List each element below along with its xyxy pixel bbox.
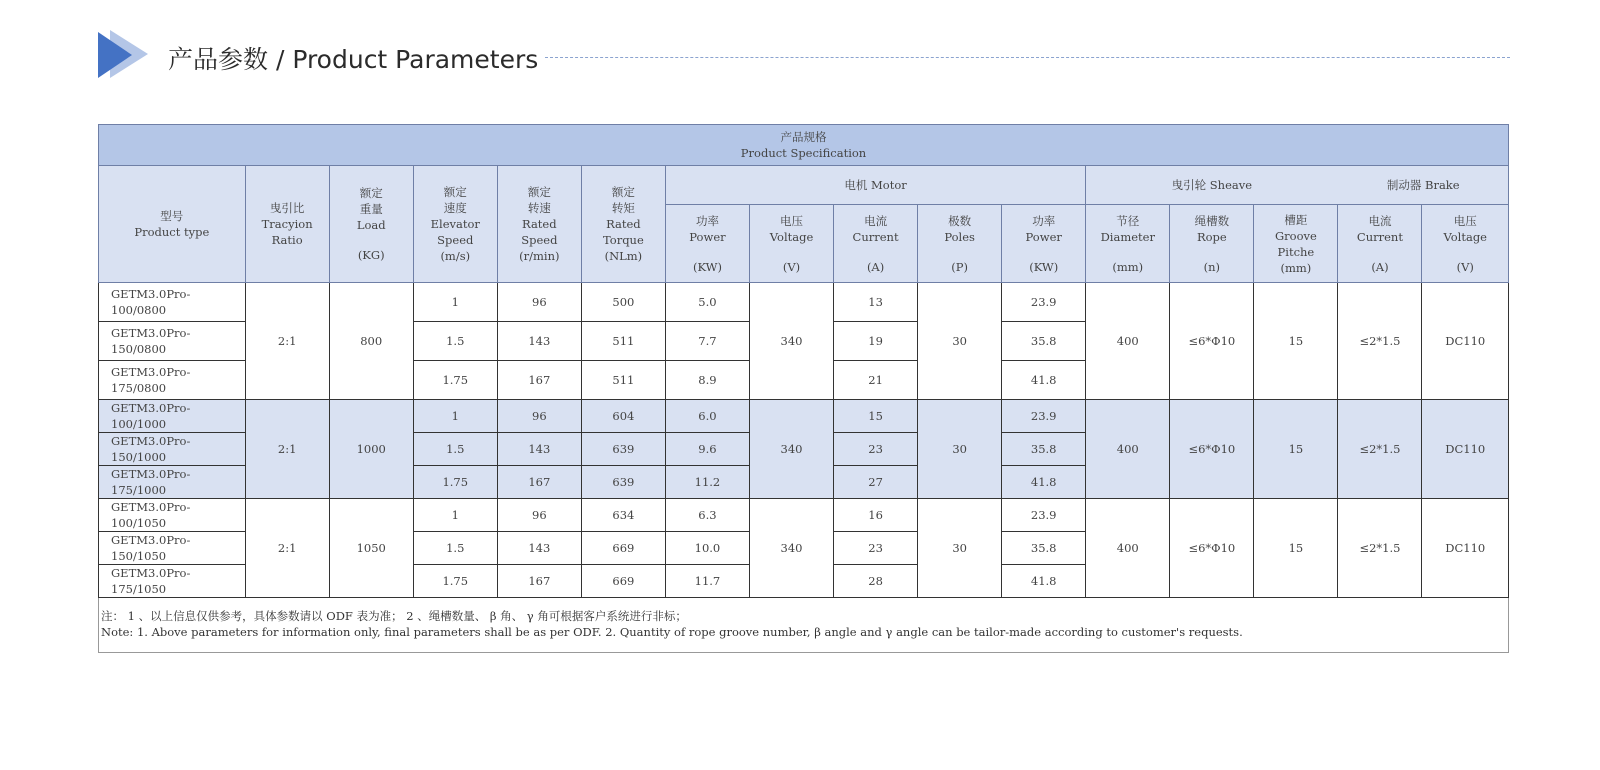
header-sheave-rope: 绳槽数 Rope (n) <box>1170 205 1254 283</box>
cell-rated-torque: 511 <box>581 322 665 361</box>
table-caption: 产品规格 Product Specification <box>99 125 1509 166</box>
header-motor-power-2: 功率 Power (KW) <box>1002 205 1086 283</box>
cell-motor-power: 6.0 <box>665 400 749 433</box>
cell-motor-power: 5.0 <box>665 283 749 322</box>
cell-motor-voltage: 340 <box>749 499 833 598</box>
cell-rated-speed: 167 <box>497 466 581 499</box>
cell-model: GETM3.0Pro-100/1050 <box>99 499 246 532</box>
cell-motor-power: 7.7 <box>665 322 749 361</box>
cell-model: GETM3.0Pro-100/1000 <box>99 400 246 433</box>
cell-traction-ratio: 2:1 <box>245 499 329 598</box>
cell-motor-current: 23 <box>834 433 918 466</box>
cell-brake-current: ≤2*1.5 <box>1338 400 1422 499</box>
cell-motor-power-2: 35.8 <box>1002 532 1086 565</box>
cell-load: 1000 <box>329 400 413 499</box>
cell-elevator-speed: 1.5 <box>413 322 497 361</box>
cell-elevator-speed: 1.75 <box>413 466 497 499</box>
product-spec-table <box>98 124 1509 653</box>
cell-motor-power: 9.6 <box>665 433 749 466</box>
cell-motor-voltage: 340 <box>749 283 833 400</box>
cell-brake-voltage: DC110 <box>1422 400 1509 499</box>
cell-elevator-speed: 1 <box>413 499 497 532</box>
cell-sheave-pitch: 15 <box>1254 499 1338 598</box>
cell-motor-power-2: 23.9 <box>1002 283 1086 322</box>
cell-rated-speed: 96 <box>497 283 581 322</box>
cell-rated-torque: 639 <box>581 466 665 499</box>
title-divider <box>545 57 1510 58</box>
cell-rated-torque: 511 <box>581 361 665 400</box>
cell-brake-voltage: DC110 <box>1422 283 1509 400</box>
header-motor-power: 功率 Power (KW) <box>665 205 749 283</box>
cell-motor-current: 15 <box>834 400 918 433</box>
header-model: 型号 Product type <box>99 166 246 283</box>
cell-model: GETM3.0Pro-100/0800 <box>99 283 246 322</box>
cell-sheave-diameter: 400 <box>1086 499 1170 598</box>
cell-load: 1050 <box>329 499 413 598</box>
cell-motor-power-2: 23.9 <box>1002 499 1086 532</box>
cell-motor-current: 21 <box>834 361 918 400</box>
cell-motor-poles: 30 <box>918 499 1002 598</box>
cell-motor-poles: 30 <box>918 283 1002 400</box>
header-brake-voltage: 电压 Voltage (V) <box>1422 205 1509 283</box>
cell-motor-power-2: 41.8 <box>1002 361 1086 400</box>
cell-motor-power: 11.2 <box>665 466 749 499</box>
cell-elevator-speed: 1 <box>413 400 497 433</box>
cell-rated-torque: 604 <box>581 400 665 433</box>
header-load: 额定 重量 Load (KG) <box>329 166 413 283</box>
header-group-sheave: 曳引轮 Sheave <box>1086 166 1338 205</box>
cell-motor-power-2: 41.8 <box>1002 565 1086 598</box>
cell-motor-power-2: 23.9 <box>1002 400 1086 433</box>
cell-elevator-speed: 1.5 <box>413 433 497 466</box>
cell-rated-speed: 96 <box>497 499 581 532</box>
cell-sheave-diameter: 400 <box>1086 283 1170 400</box>
cell-rated-torque: 634 <box>581 499 665 532</box>
table-row <box>99 400 1509 433</box>
cell-motor-power: 11.7 <box>665 565 749 598</box>
table-body <box>99 283 1509 598</box>
note-chinese: 注： 1 、以上信息仅供参考，具体参数请以 ODF 表为准； 2 、绳槽数量、 β 角、 γ 角可根据客户系统进行非标； <box>101 609 687 623</box>
cell-brake-voltage: DC110 <box>1422 499 1509 598</box>
cell-rated-speed: 143 <box>497 433 581 466</box>
header-elevator-speed: 额定 速度 Elevator Speed (m/s) <box>413 166 497 283</box>
header-rated-torque: 额定 转矩 Rated Torque (NLm) <box>581 166 665 283</box>
double-chevron-icon <box>98 30 150 82</box>
cell-traction-ratio: 2:1 <box>245 283 329 400</box>
header-sheave-pitch: 槽距 Groove Pitche (mm) <box>1254 205 1338 283</box>
cell-rated-torque: 500 <box>581 283 665 322</box>
cell-sheave-rope: ≤6*Φ10 <box>1170 283 1254 400</box>
cell-model: GETM3.0Pro-150/0800 <box>99 322 246 361</box>
cell-motor-power: 6.3 <box>665 499 749 532</box>
note-english: Note: 1. Above parameters for information only, final parameters shall be as per ODF. 2. Quantity of rope groove number, β angle and γ angle can be tailor-made according to customer's requests. <box>101 625 1243 639</box>
header-sheave-diameter: 节径 Diameter (mm) <box>1086 205 1170 283</box>
cell-motor-power: 8.9 <box>665 361 749 400</box>
header-motor-poles: 极数 Poles (P) <box>918 205 1002 283</box>
header-motor-current: 电流 Current (A) <box>834 205 918 283</box>
table-row <box>99 499 1509 532</box>
cell-motor-current: 16 <box>834 499 918 532</box>
cell-sheave-rope: ≤6*Φ10 <box>1170 400 1254 499</box>
cell-sheave-diameter: 400 <box>1086 400 1170 499</box>
cell-model: GETM3.0Pro-175/1050 <box>99 565 246 598</box>
cell-elevator-speed: 1.5 <box>413 532 497 565</box>
header-rated-speed: 额定 转速 Rated Speed (r/min) <box>497 166 581 283</box>
cell-rated-speed: 143 <box>497 532 581 565</box>
cell-rated-speed: 167 <box>497 361 581 400</box>
cell-elevator-speed: 1.75 <box>413 361 497 400</box>
cell-elevator-speed: 1.75 <box>413 565 497 598</box>
cell-elevator-speed: 1 <box>413 283 497 322</box>
cell-sheave-rope: ≤6*Φ10 <box>1170 499 1254 598</box>
page-title: 产品参数 / Product Parameters <box>168 45 539 74</box>
cell-motor-power-2: 41.8 <box>1002 466 1086 499</box>
cell-motor-current: 28 <box>834 565 918 598</box>
cell-brake-current: ≤2*1.5 <box>1338 499 1422 598</box>
cell-rated-speed: 96 <box>497 400 581 433</box>
cell-rated-torque: 669 <box>581 565 665 598</box>
header-group-motor: 电机 Motor <box>665 166 1085 205</box>
cell-sheave-pitch: 15 <box>1254 283 1338 400</box>
cell-rated-torque: 639 <box>581 433 665 466</box>
cell-sheave-pitch: 15 <box>1254 400 1338 499</box>
cell-motor-power-2: 35.8 <box>1002 433 1086 466</box>
cell-motor-poles: 30 <box>918 400 1002 499</box>
section-header <box>98 30 1510 82</box>
table-row <box>99 283 1509 322</box>
cell-motor-current: 27 <box>834 466 918 499</box>
header-brake-current: 电流 Current (A) <box>1338 205 1422 283</box>
cell-motor-current: 23 <box>834 532 918 565</box>
table-note <box>99 598 1509 653</box>
cell-rated-torque: 669 <box>581 532 665 565</box>
cell-model: GETM3.0Pro-175/1000 <box>99 466 246 499</box>
cell-model: GETM3.0Pro-150/1000 <box>99 433 246 466</box>
cell-model: GETM3.0Pro-150/1050 <box>99 532 246 565</box>
header-motor-voltage: 电压 Voltage (V) <box>749 205 833 283</box>
cell-rated-speed: 167 <box>497 565 581 598</box>
cell-motor-power: 10.0 <box>665 532 749 565</box>
cell-rated-speed: 143 <box>497 322 581 361</box>
cell-motor-voltage: 340 <box>749 400 833 499</box>
cell-brake-current: ≤2*1.5 <box>1338 283 1422 400</box>
header-group-brake: 制动器 Brake <box>1338 166 1509 205</box>
cell-load: 800 <box>329 283 413 400</box>
header-traction-ratio: 曳引比 Tracyion Ratio <box>245 166 329 283</box>
cell-motor-current: 19 <box>834 322 918 361</box>
cell-traction-ratio: 2:1 <box>245 400 329 499</box>
cell-motor-power-2: 35.8 <box>1002 322 1086 361</box>
cell-model: GETM3.0Pro-175/0800 <box>99 361 246 400</box>
cell-motor-current: 13 <box>834 283 918 322</box>
